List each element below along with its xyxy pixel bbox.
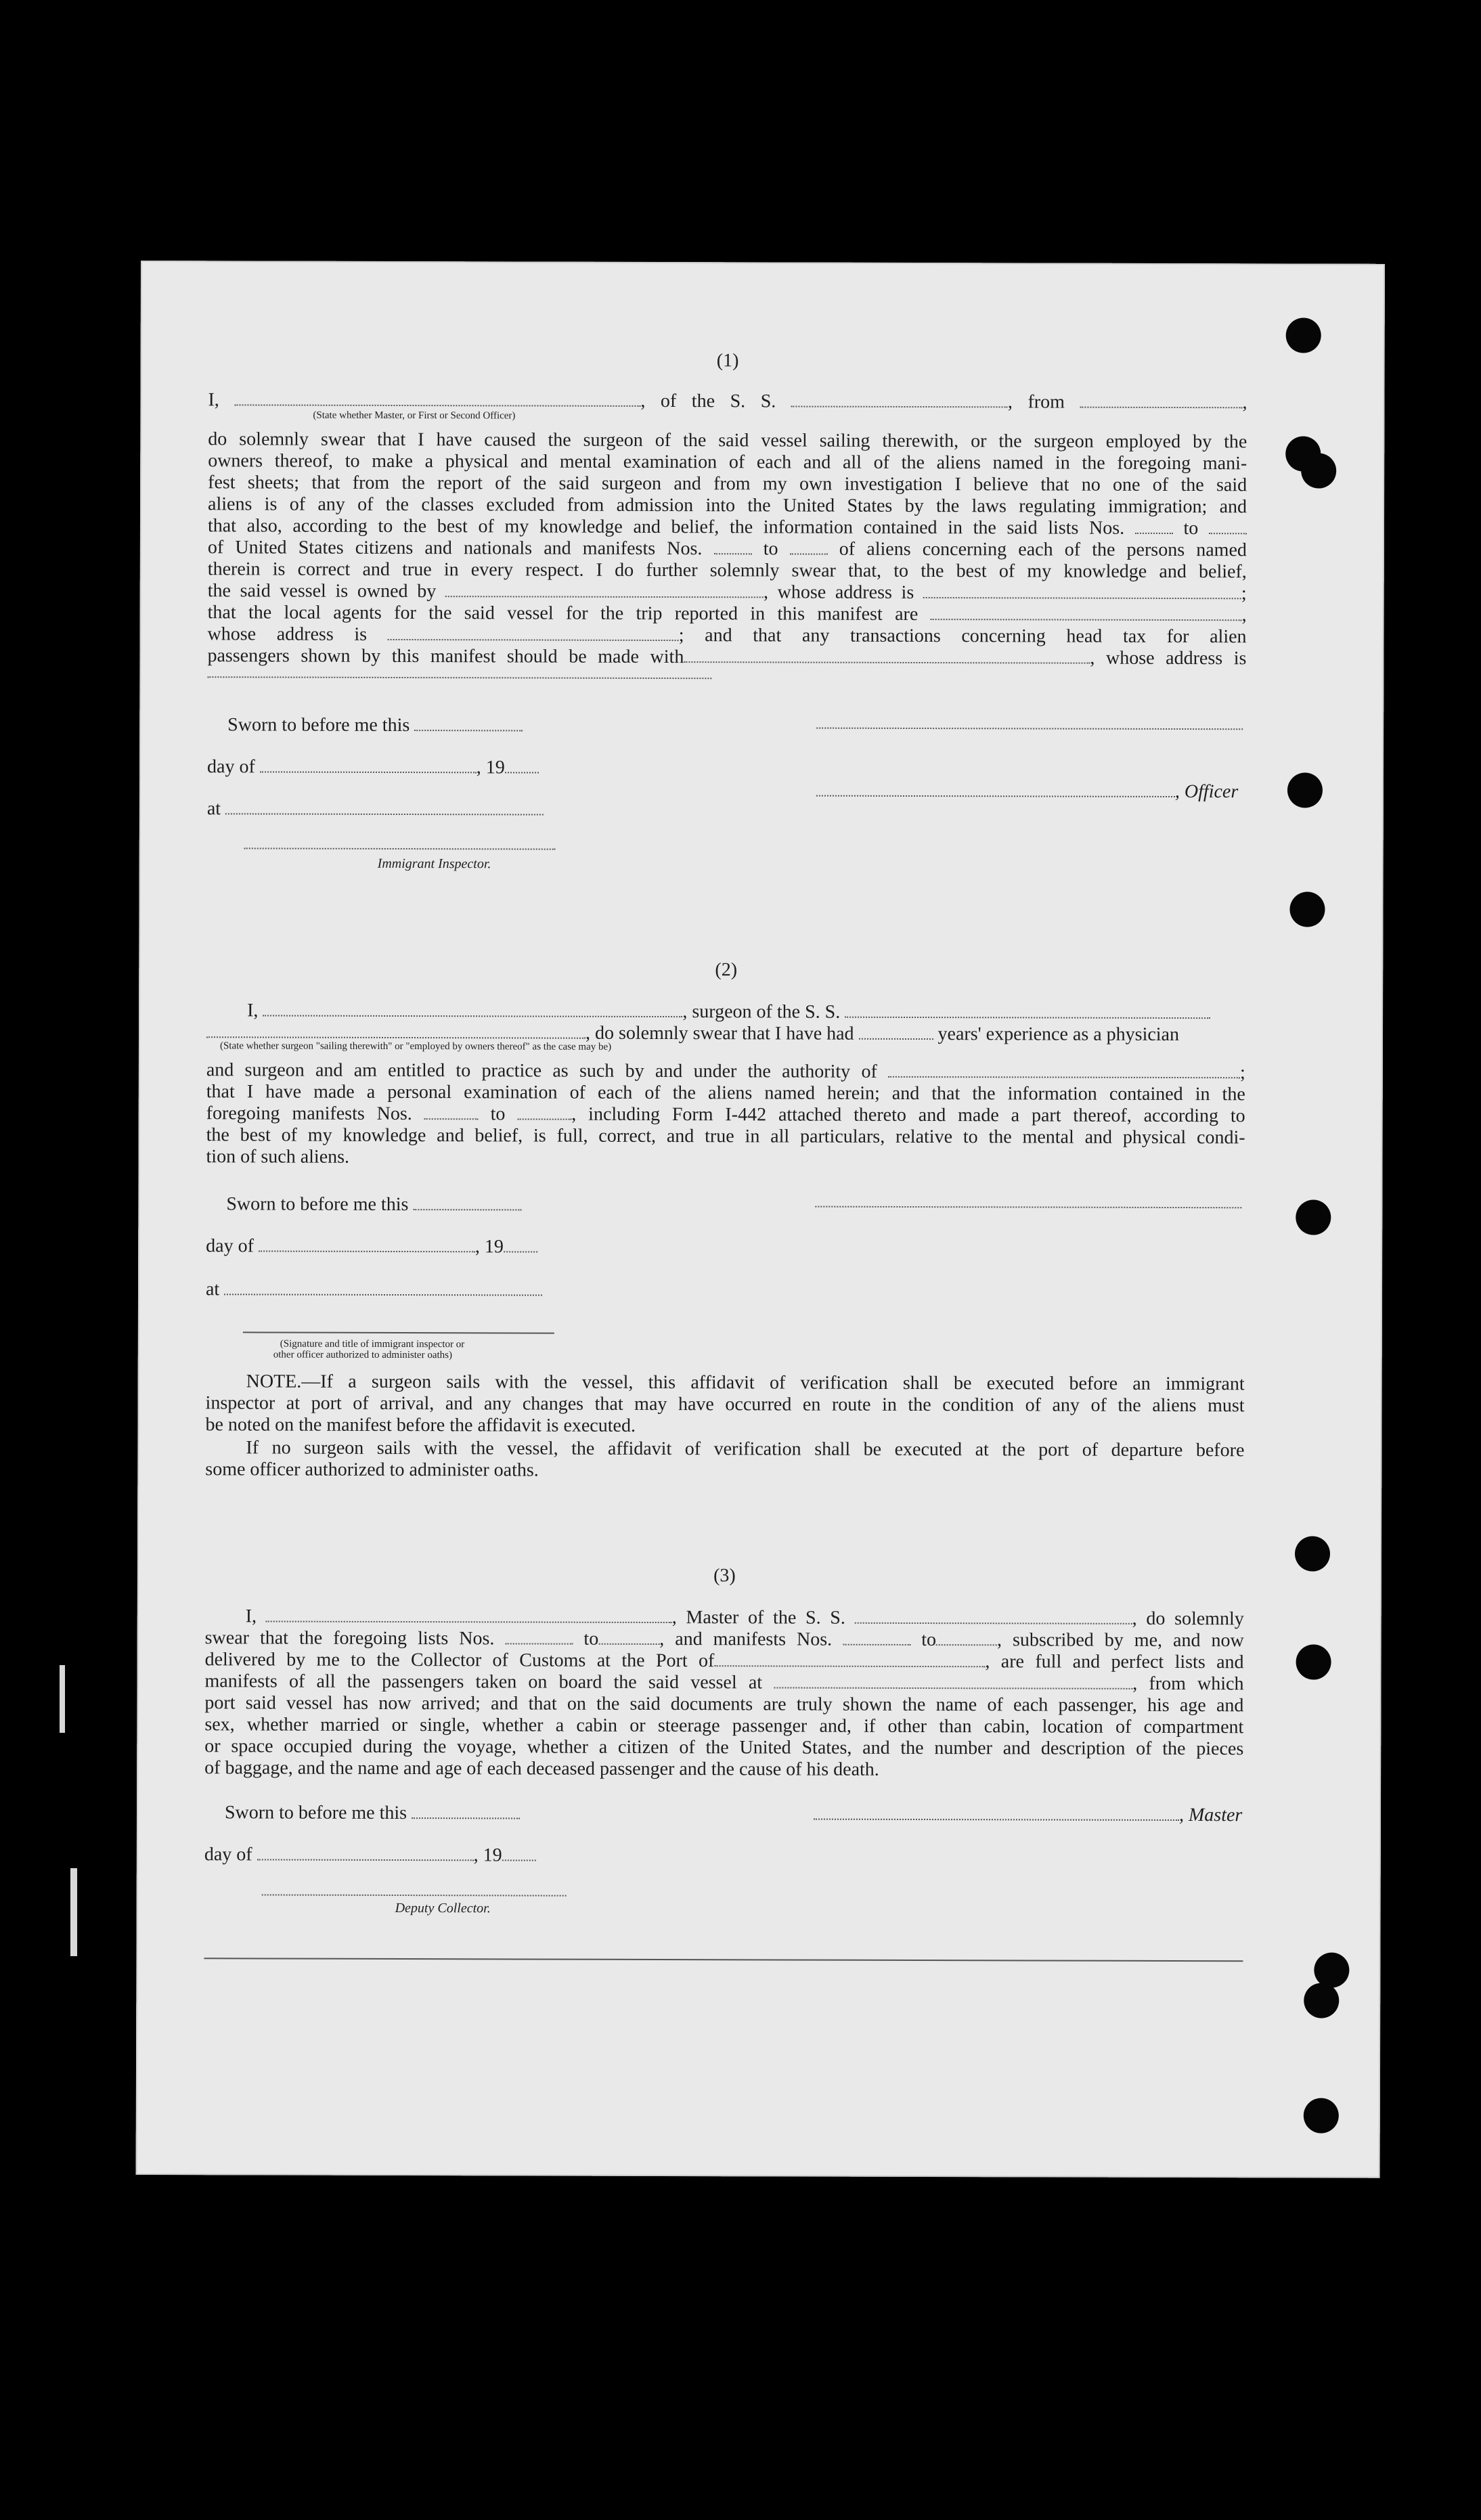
text: the said vessel is owned by	[207, 580, 437, 602]
owner-field[interactable]	[445, 581, 764, 598]
sworn-month-field[interactable]	[259, 1235, 475, 1252]
surgeon-vessel-field[interactable]	[845, 1002, 1210, 1019]
text: Sworn to before me this	[227, 714, 410, 736]
text: to	[1183, 518, 1199, 539]
text: , do solemnly swear that I have had	[585, 1022, 854, 1044]
punch-hole	[1295, 1536, 1330, 1571]
port-field[interactable]	[714, 1650, 985, 1667]
lists-from-field[interactable]	[505, 1628, 573, 1644]
sworn-place-field[interactable]	[225, 798, 544, 815]
section-1	[206, 349, 1247, 872]
text: to	[583, 1628, 599, 1650]
text: , 19	[474, 1236, 504, 1258]
owner-line	[208, 580, 1247, 604]
note-line: If no surgeon sails with the vessel, the affidavit of verification shall be executed at the port of departure before	[246, 1437, 1245, 1461]
text: ;	[1241, 583, 1247, 604]
text: Sworn to before me this	[226, 1193, 409, 1216]
film-scratch	[70, 1868, 77, 1956]
note-line: inspector at port of arrival, and any changes that may have occurred en route in the condition of any of the aliens must	[205, 1392, 1245, 1417]
inspector-signature-field[interactable]	[243, 1330, 554, 1333]
note-line: some officer authorized to administer oaths.	[205, 1459, 539, 1481]
manifests-to-field[interactable]	[517, 1103, 571, 1120]
master-name-field[interactable]	[266, 1606, 672, 1623]
lists-line	[208, 515, 1247, 539]
collector-signature-field[interactable]	[262, 1893, 567, 1896]
text: ;	[1240, 1062, 1245, 1084]
sworn-day-field[interactable]	[412, 1803, 520, 1819]
note-line: be noted on the manifest before the affidavit is executed.	[205, 1414, 636, 1436]
manifests-line	[206, 1103, 1245, 1127]
head-tax-address-field[interactable]	[207, 675, 711, 679]
punch-hole	[1296, 1644, 1331, 1679]
body-line: therein is correct and true in every respect. I do further solemnly swear that, to the best of my knowledge and belief,	[207, 558, 1247, 583]
signature-note: other officer authorized to administer oaths)	[273, 1349, 453, 1361]
text: to	[921, 1629, 937, 1651]
text: , whose address is	[1090, 647, 1247, 669]
surgeon-line	[247, 1000, 1245, 1024]
text: , Officer	[1174, 781, 1239, 803]
text: , from	[1007, 391, 1065, 413]
head-tax-line	[207, 645, 1246, 669]
text: at	[205, 1279, 220, 1300]
text: whose address is	[207, 623, 368, 645]
body-line: aliens is of any of the classes excluded from admission into the United States by the laws regulating immigration; and	[208, 493, 1247, 518]
text: , including Form I-442 attached thereto and made a part thereof, according to	[571, 1103, 1245, 1127]
punch-hole	[1286, 317, 1321, 353]
lists-from-field[interactable]	[1135, 518, 1173, 534]
sworn-year-field[interactable]	[502, 1844, 536, 1861]
text: , Master of the S. S.	[671, 1607, 845, 1629]
agents-field[interactable]	[931, 604, 1242, 621]
text: , subscribed by me, and now	[996, 1629, 1244, 1652]
body-line: the best of my knowledge and belief, is full, correct, and true in all particulars, relative to the mental and physical condi-	[206, 1124, 1245, 1149]
inspector-label: Immigrant Inspector.	[377, 856, 491, 872]
text: passengers shown by this manifest should be made with	[207, 645, 684, 668]
at-line	[207, 798, 1246, 822]
surgeon-status-field[interactable]	[206, 1021, 585, 1038]
punch-hole	[1304, 2098, 1339, 2134]
text: , do solemnly	[1132, 1608, 1244, 1630]
punch-hole	[1287, 772, 1323, 808]
note-line	[246, 1371, 1245, 1395]
text: delivered by me to the Collector of Customs at the Port of	[204, 1649, 715, 1672]
sworn-month-field[interactable]	[257, 1844, 474, 1861]
sworn-day-field[interactable]	[414, 715, 523, 731]
text: of United States citizens and nationals and manifests Nos.	[207, 537, 703, 560]
manifests-from-field[interactable]	[843, 1629, 910, 1645]
text: years' experience as a physician	[937, 1023, 1180, 1046]
sworn-month-field[interactable]	[260, 756, 477, 773]
manifests-to-field[interactable]	[936, 1629, 997, 1645]
text: , 19	[476, 757, 505, 778]
text: day of	[207, 756, 255, 778]
sworn-place-field[interactable]	[224, 1279, 542, 1296]
text: at	[206, 798, 221, 820]
note-label: NOTE.	[246, 1371, 302, 1392]
officer-title-field[interactable]	[816, 780, 1175, 797]
text: , of the S. S.	[640, 390, 776, 412]
bottom-rule	[204, 1956, 1243, 1962]
manifests-line	[208, 537, 1247, 561]
text: to	[490, 1103, 506, 1125]
lists-line	[205, 1627, 1244, 1652]
body-line: fest sheets; that from the report of the said surgeon and from my own investigation I believe that no one of the said	[208, 472, 1247, 496]
text: ; and that any transactions concerning head tax for alien	[678, 625, 1247, 648]
section-2	[205, 958, 1245, 1481]
vessel-name-field[interactable]	[791, 391, 1008, 408]
collector-label: Deputy Collector.	[395, 1900, 491, 1916]
sworn-year-field[interactable]	[504, 1236, 537, 1252]
port-line	[205, 1649, 1244, 1673]
head-tax-agent-field[interactable]	[684, 646, 1090, 664]
punch-hole	[1296, 1199, 1331, 1235]
text: of aliens concerning each of the persons named	[839, 538, 1247, 561]
vessel-name-field[interactable]	[855, 1608, 1132, 1624]
agents-line	[208, 602, 1247, 626]
agents-address-field[interactable]	[388, 624, 679, 641]
text: I,	[247, 1000, 259, 1021]
manifest-back-page	[136, 261, 1385, 2178]
years-experience-field[interactable]	[859, 1023, 933, 1040]
surgeon-name-field[interactable]	[263, 1000, 682, 1017]
text: , and manifests Nos.	[659, 1629, 833, 1650]
text: , Master	[1178, 1805, 1243, 1826]
manifests-to-field[interactable]	[790, 539, 828, 555]
text: I,	[208, 389, 219, 411]
day-line	[207, 756, 1246, 780]
section-number: (1)	[716, 350, 739, 372]
manifests-from-field[interactable]	[714, 538, 752, 554]
inspector-signature-field[interactable]	[244, 846, 556, 849]
day-line	[204, 1844, 1243, 1868]
text: Sworn to before me this	[224, 1802, 407, 1824]
manifests-from-field[interactable]	[424, 1103, 479, 1120]
field-note: (State whether Master, or First or Second Officer)	[313, 410, 516, 422]
body-line: tion of such aliens.	[206, 1146, 350, 1168]
text: ,	[1242, 392, 1247, 414]
punch-hole	[1301, 453, 1336, 488]
body-line: do solemnly swear that I have caused the surgeon of the said vessel sailing therewith, or the surgeon employed by the	[208, 428, 1247, 453]
body-line: or space occupied during the voyage, whether a citizen of the United States, and the number and description of the pieces	[204, 1736, 1244, 1760]
signature-note: (Signature and title of immigrant inspector or	[280, 1338, 465, 1350]
text: —If a surgeon sails with the vessel, this affidavit of verification shall be executed before an immigrant	[301, 1371, 1245, 1395]
body-line: sex, whether married or single, whether a cabin or steerage passenger and, if other than cabin, location of compartment	[204, 1714, 1244, 1738]
text: manifests of all the passengers taken on board the said vessel at	[204, 1671, 763, 1694]
text: , surgeon of the S. S.	[682, 1001, 841, 1023]
sworn-day-field[interactable]	[413, 1194, 521, 1210]
text: ,	[1241, 604, 1247, 626]
text: , 19	[473, 1844, 502, 1866]
text: , from which	[1132, 1673, 1244, 1695]
embark-line	[204, 1671, 1243, 1695]
text: I,	[245, 1606, 257, 1627]
text: day of	[206, 1235, 254, 1257]
agents-address-line	[208, 623, 1247, 648]
text: day of	[204, 1844, 252, 1865]
officer-name-field[interactable]	[234, 389, 640, 407]
text: , are full and perfect lists and	[985, 1651, 1244, 1673]
port-from-field[interactable]	[1080, 392, 1242, 409]
sworn-year-field[interactable]	[505, 757, 539, 773]
punch-hole	[1289, 891, 1325, 927]
lists-to-field[interactable]	[1209, 518, 1247, 534]
section-number: (3)	[713, 1565, 736, 1587]
body-line: that I have made a personal examination of each of the aliens named herein; and that the information contained in the	[206, 1081, 1245, 1105]
embark-port-field[interactable]	[774, 1672, 1132, 1689]
text: , whose address is	[763, 581, 914, 603]
text: foregoing manifests Nos.	[206, 1103, 412, 1125]
authority-field[interactable]	[888, 1061, 1240, 1078]
body-line: of baggage, and the name and age of each deceased passenger and the cause of his death.	[204, 1757, 879, 1780]
section-number: (2)	[715, 959, 738, 981]
text: that also, according to the best of my knowledge and belief, the information contained in the said lists Nos.	[207, 515, 1125, 539]
text: that the local agents for the said vessel for the trip reported in this manifest are	[207, 602, 919, 625]
authority-line	[206, 1059, 1245, 1084]
master-line	[246, 1606, 1244, 1630]
master-signature-field[interactable]	[814, 1804, 1179, 1821]
text: swear that the foregoing lists Nos.	[204, 1627, 495, 1650]
day-line	[206, 1235, 1245, 1260]
film-scratch	[60, 1665, 65, 1733]
owner-address-field[interactable]	[923, 582, 1241, 599]
text: to	[763, 538, 778, 560]
text: and surgeon and am entitled to practice as such by and under the authority of	[206, 1059, 877, 1082]
body-line: owners thereof, to make a physical and mental examination of each and all of the aliens named in the foregoing mani-	[208, 450, 1247, 474]
body-line: port said vessel has now arrived; and that on the said documents are truly shown the name of each passenger, his age and	[204, 1692, 1244, 1717]
punch-hole	[1304, 1983, 1339, 2018]
at-line	[206, 1279, 1245, 1303]
field-note: (State whether surgeon "sailing therewith" or "employed by owners thereof" as the case may be)	[219, 1040, 612, 1053]
section-3	[204, 1564, 1244, 1916]
master-signature-line	[814, 1804, 1243, 1827]
lists-to-field[interactable]	[598, 1629, 659, 1645]
